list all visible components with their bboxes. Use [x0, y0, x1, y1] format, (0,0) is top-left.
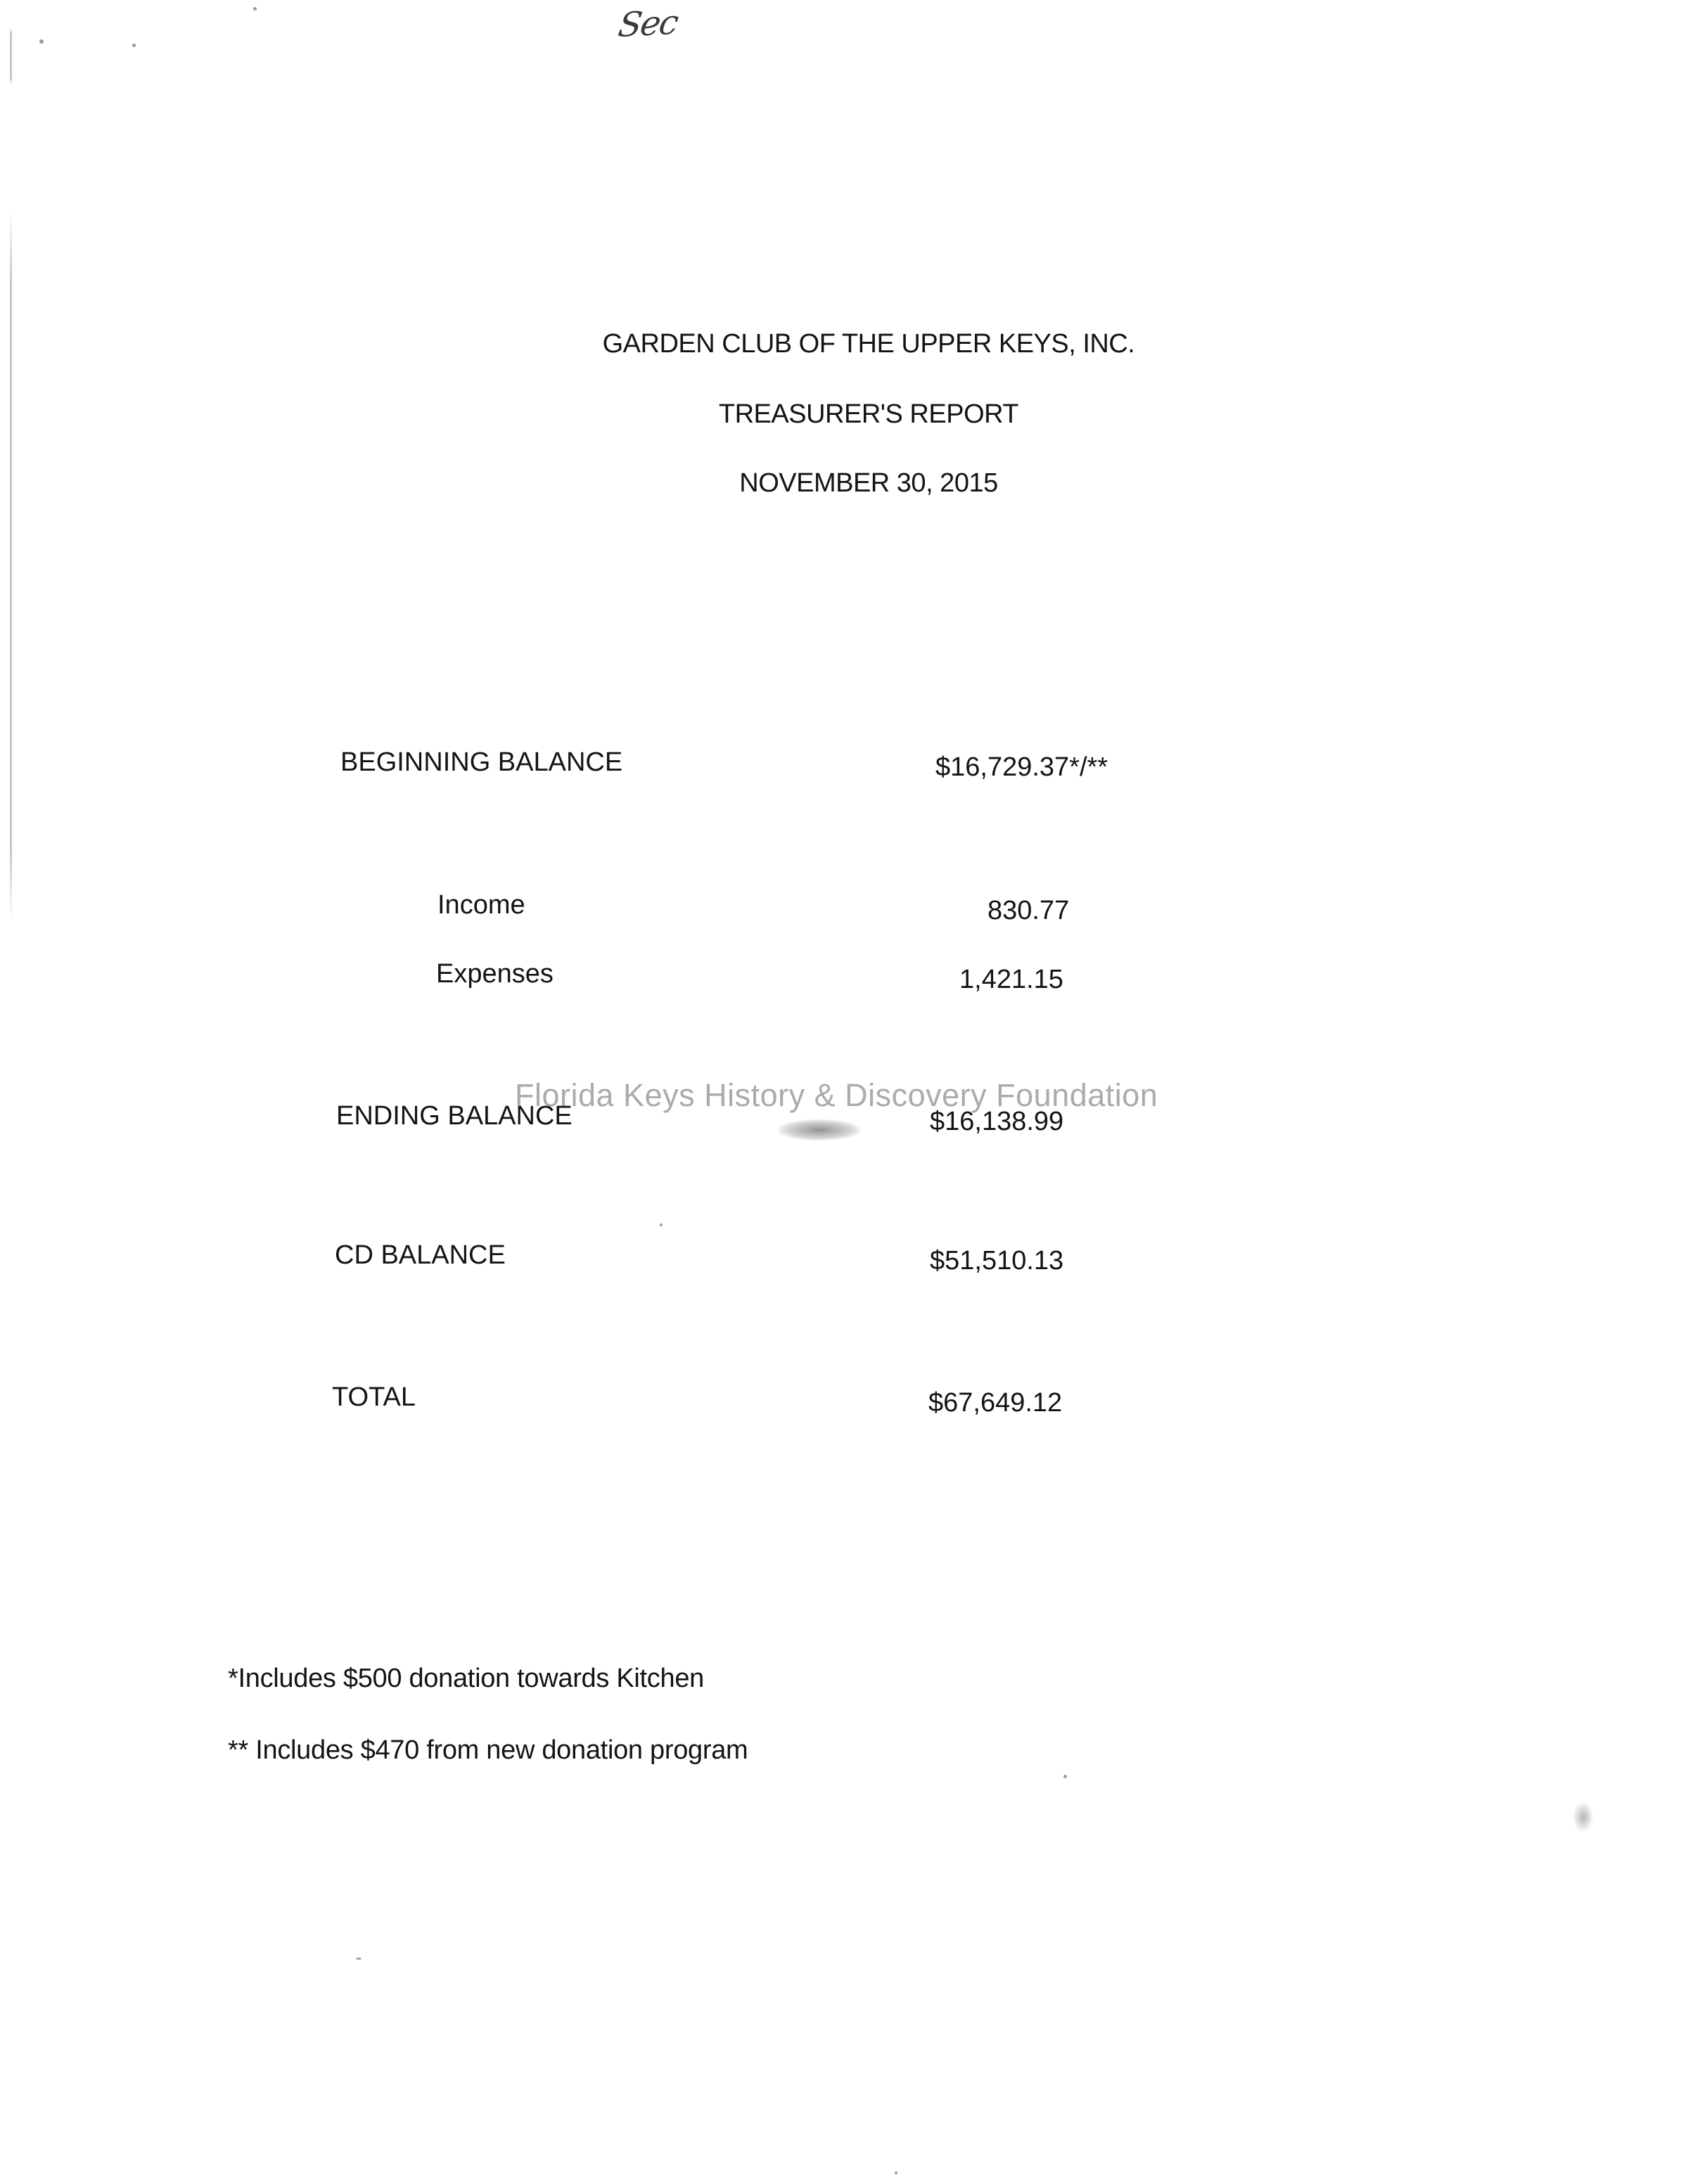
beginning-balance-value: $16,729.37*/**: [935, 752, 1108, 782]
ink-smudge: [1573, 1801, 1594, 1832]
cd-balance-label: CD BALANCE: [335, 1240, 506, 1270]
total-value: $67,649.12: [928, 1388, 1063, 1418]
expenses-label: Expenses: [436, 959, 554, 989]
income-label: Income: [437, 890, 525, 920]
footnote-double-asterisk: ** Includes $470 from new donation program: [228, 1735, 748, 1765]
ending-balance-label: ENDING BALANCE: [336, 1101, 573, 1131]
income-value: 830.77: [987, 896, 1070, 925]
cd-balance-value: $51,510.13: [930, 1246, 1064, 1276]
scan-speck: [39, 39, 44, 44]
scan-speck: [356, 1958, 362, 1960]
organization-name: GARDEN CLUB OF THE UPPER KEYS, INC.: [602, 329, 1135, 359]
scan-speck: [253, 7, 257, 11]
total-label: TOTAL: [332, 1382, 416, 1412]
scan-edge-mark: [10, 211, 12, 921]
report-date: NOVEMBER 30, 2015: [739, 468, 998, 498]
expenses-value: 1,421.15: [959, 965, 1063, 994]
scan-speck: [1063, 1775, 1067, 1778]
handwritten-note: Sec: [615, 2, 681, 46]
report-title: TREASURER'S REPORT: [718, 399, 1019, 429]
ending-balance-value: $16,138.99: [930, 1107, 1064, 1136]
scan-speck: [132, 44, 136, 47]
scan-speck: [660, 1223, 663, 1226]
beginning-balance-label: BEGINNING BALANCE: [340, 747, 623, 777]
scan-edge-mark: [10, 28, 12, 84]
ink-smudge: [778, 1119, 861, 1141]
scan-speck: [895, 2171, 897, 2174]
footnote-single-asterisk: *Includes $500 donation towards Kitchen: [228, 1664, 704, 1693]
watermark: Florida Keys History & Discovery Foundation: [515, 1077, 1158, 1113]
